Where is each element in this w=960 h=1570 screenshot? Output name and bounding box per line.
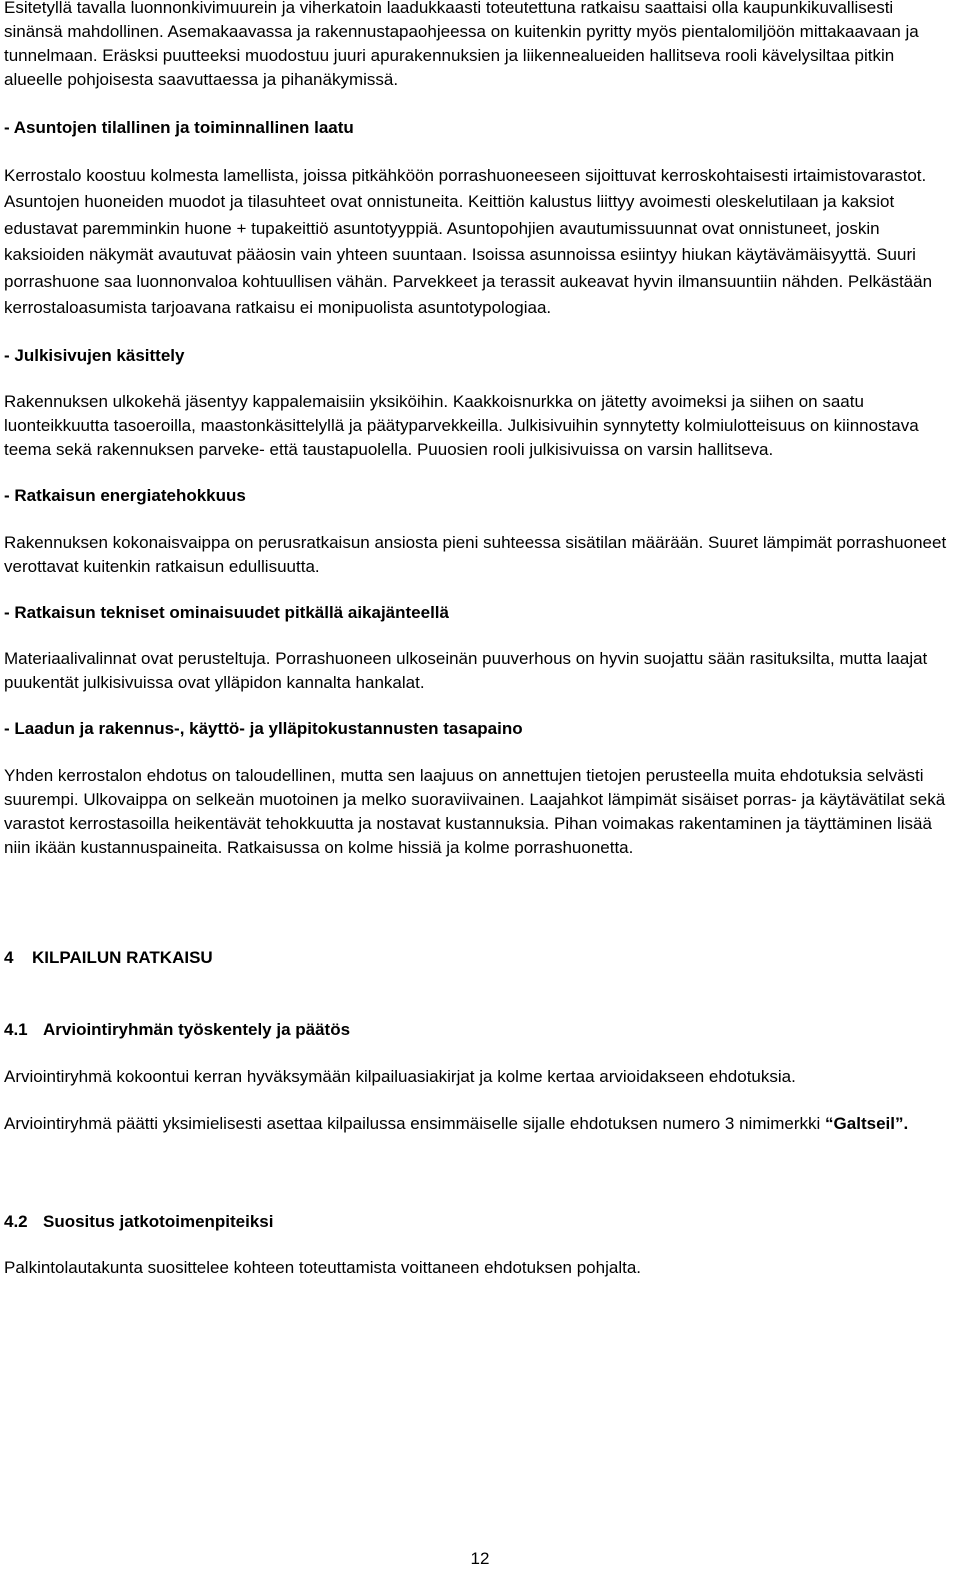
section-body-housing-quality: Kerrostalo koostuu kolmesta lamellista, joissa pitkähköön porrashuoneeseen sijoittuvat kerroskohtaisesti irtaimistovarastot. Asuntojen huoneiden muodot ja tilasuhteet ovat onnistuneita. Keittiön kalustus liittyy avoimesti oleskelutilaan ja kaksiot edustavat paremminkin huone + tupakeittiö asuntotyyppiä. Asuntopohjien avautumissuunnat ovat onnistuneet, joskin kaksioiden näkymät avautuvat pääosin vain yhteen suuntaan. Isoissa asunnoissa esiintyy hiukan käytävämäisyyttä. Suuri porrashuone saa luonnonvaloa kohtuullisen vähän. Parvekkeet ja terassit aukeavat hyvin ilmansuuntiin nähden. Pelkästään kerrostaloasumista tarjoavana ratkaisu ei monipuolista asuntotypologiaa. (4, 165, 933, 317)
section-body-facades: Rakennuksen ulkokehä jäsentyy kappalemaisiin yksiköihin. Kaakkoisnurkka on jätetty avoimeksi ja siihen on saatu luonteikkuutta tasoeroilla, maastonkäsittelyllä ja päätyparvekkeilla. Julkisivuihin synnytetty kolmiulotteisuus on kiinnostava teema sekä rakennuksen parveke- että taustapuolella. Puuosien rooli julkisivuissa on varsin hallitseva. (4, 392, 919, 459)
section-heading-technical: - Ratkaisun tekniset ominaisuudet pitkällä aikajänteellä (4, 602, 449, 622)
document-page (4, 0, 956, 1280)
section-heading-housing-quality: - Asuntojen tilallinen ja toiminnallinen laatu (4, 118, 354, 137)
section-4-2-heading (4, 1210, 956, 1234)
section-4-1-paragraph-2-text: Arviointiryhmä päätti yksimielisesti asettaa kilpailussa ensimmäiselle sijalle ehdotuksen numero 3 nimimerkki (4, 1113, 826, 1133)
section-body-energy: Rakennuksen kokonaisvaippa on perusratkaisun ansiosta pieni suhteessa sisätilan määrään. Suuret lämpimät porrashuoneet verottavat kuitenkin ratkaisun edullisuutta. (4, 532, 947, 576)
chapter-heading (4, 946, 956, 970)
section-4-2-title: Suositus jatkotoimenpiteiksi (43, 1211, 274, 1231)
page-number: 12 (470, 1549, 490, 1568)
section-4-1-paragraph-2 (4, 1112, 956, 1136)
section-4-1-title: Arviointiryhmän työskentely ja päätös (43, 1020, 351, 1039)
winning-entry-nickname: “Galtseil”. (825, 1113, 909, 1133)
section-4-1-heading (4, 1018, 956, 1042)
section-4-1-paragraph-1: Arviointiryhmä kokoontui kerran hyväksymään kilpailuasiakirjat ja kolme kertaa arvioidakseen ehdotuksia. (4, 1066, 796, 1086)
section-4-2-number: 4.2 (4, 1211, 28, 1231)
section-body-costs: Yhden kerrostalon ehdotus on taloudellinen, mutta sen laajuus on annettujen tietojen perusteella muita ehdotuksia selvästi suurempi. Ulkovaippa on selkeän muotoinen ja melko suoraviivainen. Laajahkot lämpimät sisäiset porras- ja käytävätilat sekä varastot kerrostasoilla heikentävät tehokkuutta ja nostavat kustannuksia. Pihan voimakas rakentaminen ja täyttäminen lisää niin ikään kustannuspaineita. Ratkaisussa on kolme hissiä ja kolme porrashuonetta. (4, 765, 946, 857)
intro-paragraph: Esitetyllä tavalla luonnonkivimuurein ja viherkatoin laadukkaasti toteutettuna ratkaisu saattaisi olla kaupunkikuvallisesti sinänsä mahdollinen. Asemakaavassa ja rakennustapaohjeessa on kuitenkin pyritty myös pientalomiljöön mittakaavaan ja tunnelmaan. Eräsksi puutteeksi muodostuu juuri apurakennuksien ja liikennealueiden hallitseva rooli kävelysiltaa pitkin alueelle pohjoisesta saavuttaessa ja pihanäkymissä. (4, 0, 919, 89)
section-4-2-paragraph-1: Palkintolautakunta suosittelee kohteen toteuttamista voittaneen ehdotuksen pohjalta. (4, 1258, 641, 1277)
section-4-1-number: 4.1 (4, 1020, 28, 1039)
section-body-technical: Materiaalivalinnat ovat perusteltuja. Porrashuoneen ulkoseinän puuverhous on hyvin suojattu sään rasituksilta, mutta laajat puukentät julkisivuissa ovat ylläpidon kannalta hankalat. (4, 649, 928, 692)
section-heading-energy: - Ratkaisun energiatehokkuus (4, 486, 246, 505)
chapter-title: KILPAILUN RATKAISU (32, 947, 213, 967)
section-heading-costs: - Laadun ja rakennus-, käyttö- ja ylläpitokustannusten tasapaino (4, 719, 523, 738)
chapter-number: 4 (4, 947, 14, 967)
section-heading-facades: - Julkisivujen käsittely (4, 345, 185, 365)
